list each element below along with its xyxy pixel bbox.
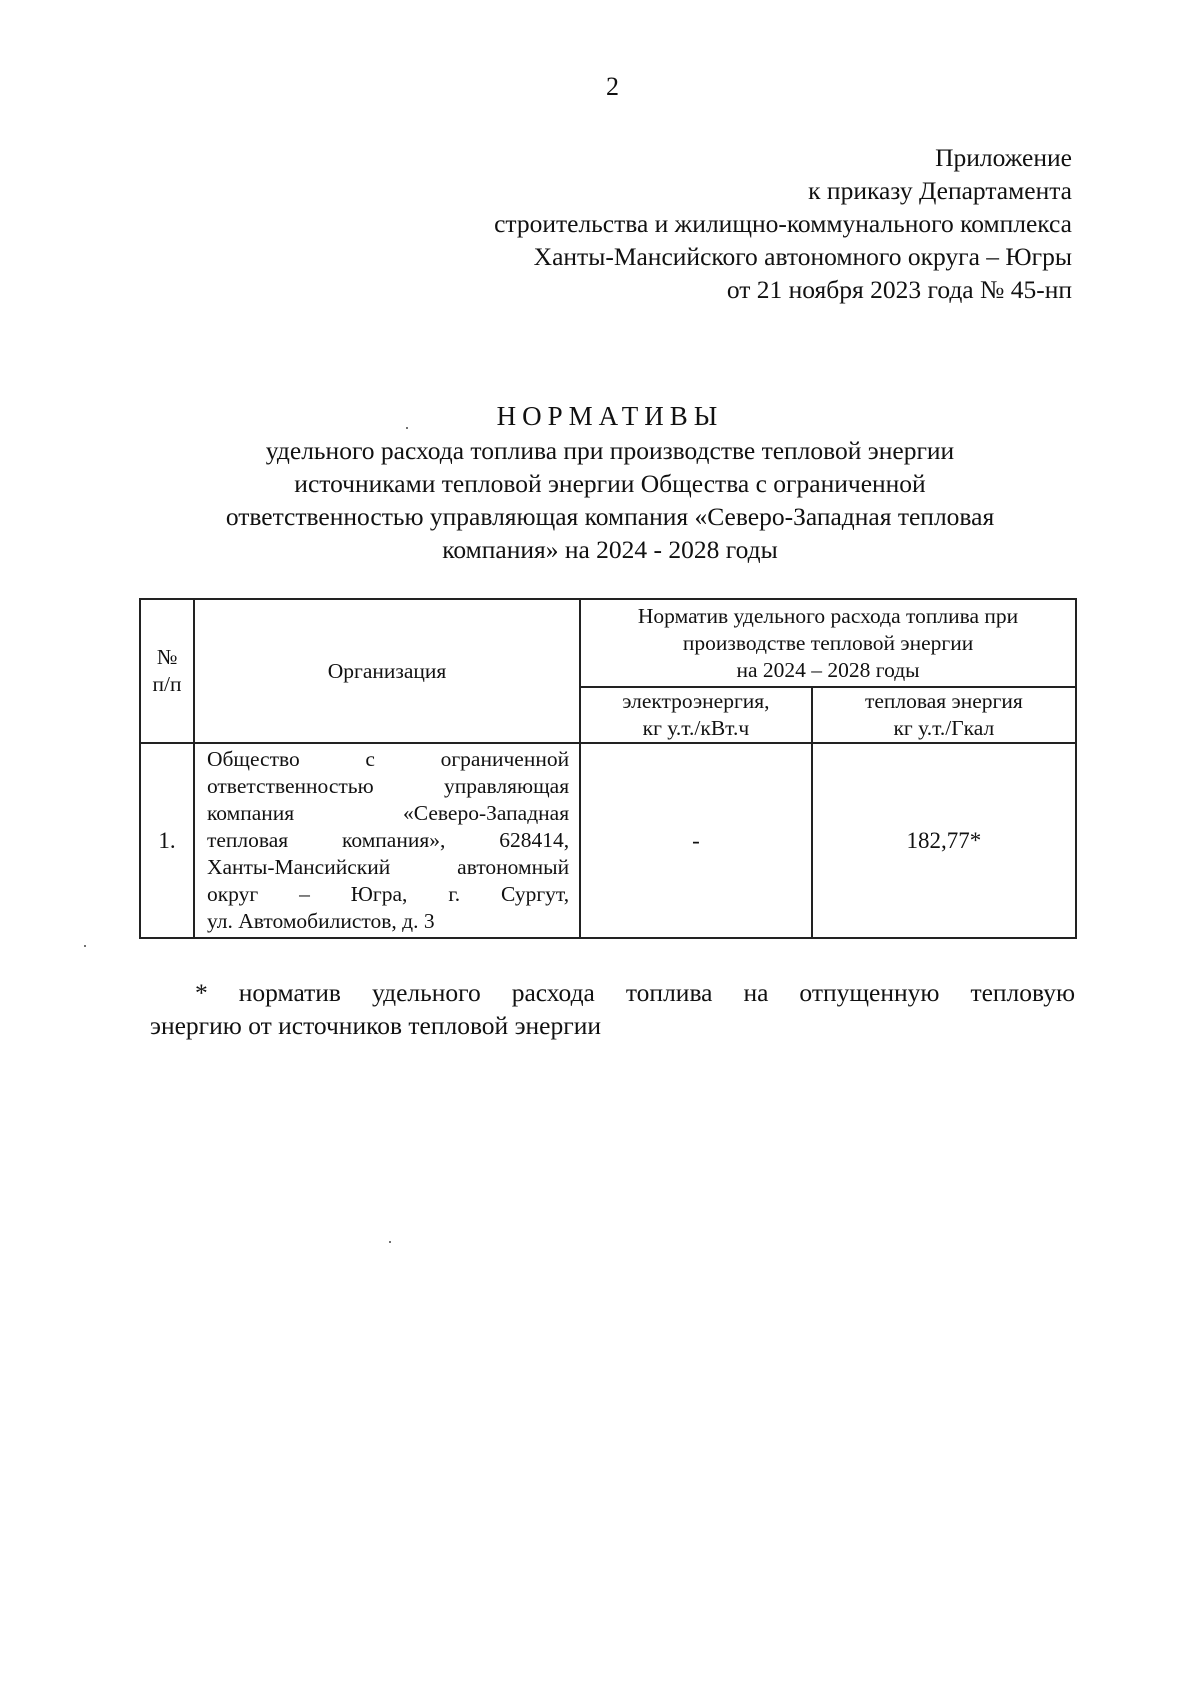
row-org-line: компания «Северо-Западная [206, 801, 570, 825]
row-electric-value: - [580, 743, 812, 938]
header-org: Организация [327, 658, 447, 683]
appendix-block [272, 141, 1072, 306]
table-row [140, 743, 1076, 938]
header-org-cell [194, 599, 580, 743]
row-num: 1. [140, 743, 194, 938]
header-electric-line: электроэнергия, [622, 689, 770, 713]
header-norm-cell [580, 599, 1076, 687]
appendix-line: от 21 ноября 2023 года № 45-нп [726, 275, 1072, 304]
scan-speck [84, 945, 86, 947]
header-heat-line: тепловая энергия [864, 689, 1023, 713]
header-num: № п/п [152, 645, 182, 696]
header-electric-cell [580, 687, 812, 743]
document-title [140, 400, 1080, 566]
header-heat-line: кг у.т./Гкал [893, 716, 995, 740]
header-heat-cell [812, 687, 1076, 743]
title-line: источниками тепловой энергии Общества с ограниченной [294, 469, 926, 498]
header-norm-line: на 2024 – 2028 годы [736, 657, 920, 682]
scan-speck [406, 427, 408, 429]
footnote [150, 976, 1075, 1042]
row-org-cell [194, 743, 580, 938]
footnote-line: * норматив удельного расхода топлива на отпущенную тепловую [195, 978, 1075, 1007]
header-electric-line: кг у.т./кВт.ч [642, 716, 750, 740]
title-main: НОРМАТИВЫ [496, 401, 724, 431]
row-org-line: тепловая компания», 628414, [206, 828, 570, 852]
appendix-line: к приказу Департамента [808, 176, 1072, 205]
appendix-line: Приложение [935, 143, 1072, 172]
page-number: 2 [606, 72, 619, 101]
header-norm-line: производстве тепловой энергии [682, 630, 974, 655]
header-num-cell [140, 599, 194, 743]
row-org-line: округ – Югра, г. Сургут, [206, 882, 570, 906]
norms-table [139, 598, 1077, 939]
scan-speck [389, 1241, 391, 1243]
header-norm-line: Норматив удельного расхода топлива при [637, 603, 1019, 628]
row-heat-value: 182,77* [812, 743, 1076, 938]
appendix-line: Ханты-Мансийского автономного округа – Югры [533, 242, 1072, 271]
footnote-line: энергию от источников тепловой энергии [150, 1011, 601, 1040]
row-org-line: ул. Автомобилистов, д. 3 [206, 909, 435, 933]
title-line: ответственностью управляющая компания «Северо-Западная тепловая [225, 502, 995, 531]
title-line: компания» на 2024 - 2028 годы [442, 535, 778, 564]
row-org-line: Ханты-Мансийский автономный [206, 855, 570, 879]
row-org-line: ответственностью управляющая [206, 774, 570, 798]
row-org-line: Общество с ограниченной [206, 747, 570, 771]
appendix-line: строительства и жилищно-коммунального комплекса [494, 209, 1072, 238]
title-line: удельного расхода топлива при производстве тепловой энергии [265, 436, 955, 465]
